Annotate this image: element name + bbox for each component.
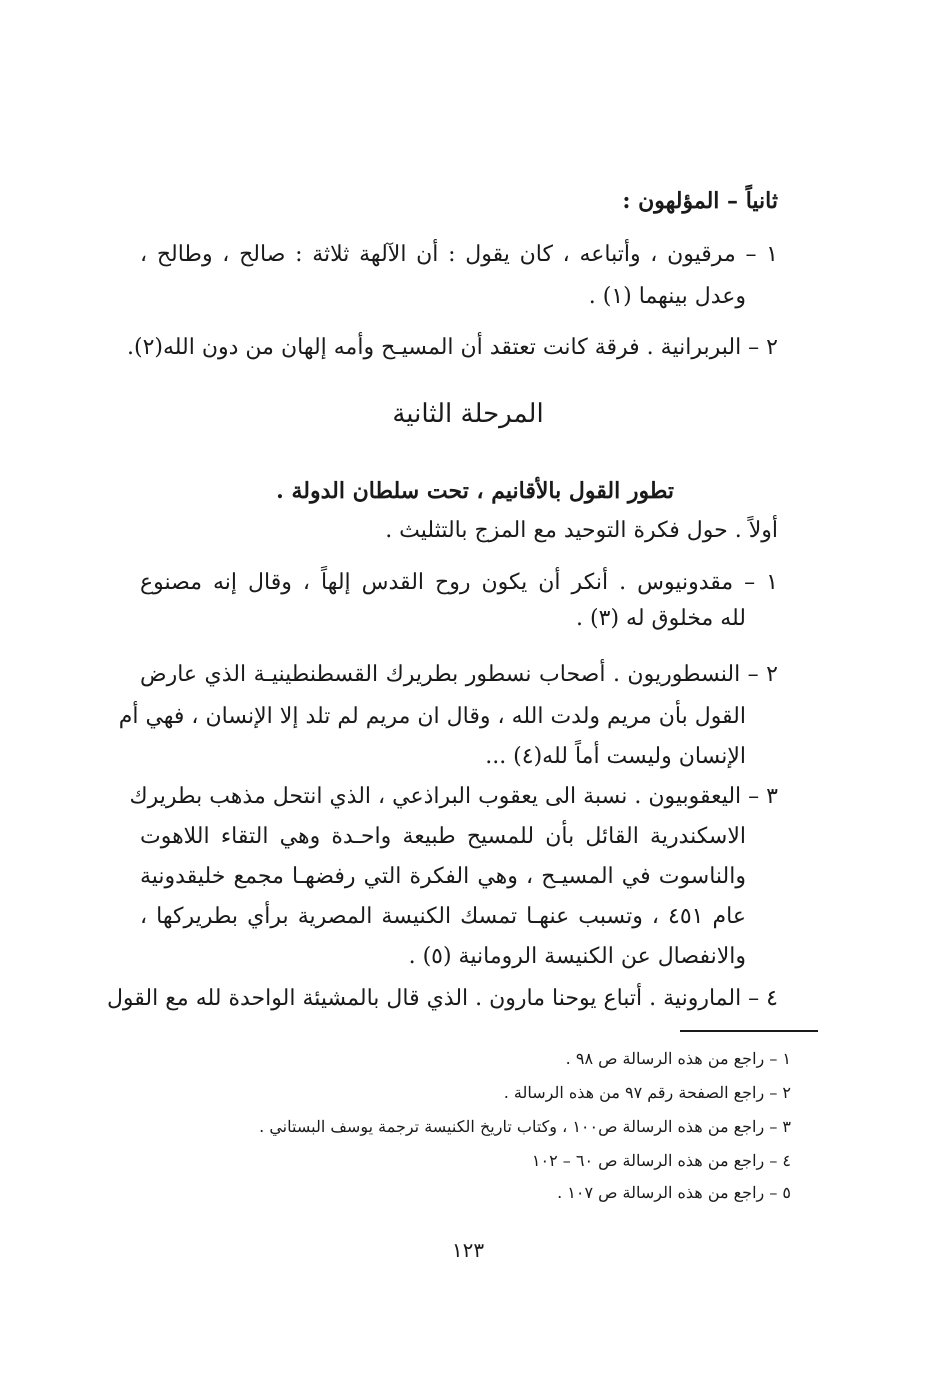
list-item-line: عام ٤٥١ ، وتسبب عنهـا تمسك الكنيسة المصرية برأي بطريركها ، [140,904,746,929]
footnote: ١ – راجع من هذه الرسالة ص ٩٨ . [565,1049,791,1068]
list-item-line: وعدل بينهما (١) . [588,284,746,309]
list-item-line: ١ – مقدونيوس . أنكر أن يكون روح القدس إلهاً ، وقال إنه مصنوع [140,570,778,595]
list-item-line: ٣ – اليعقوبيون . نسبة الى يعقوب البراذعي ، الذي انتحل مذهب بطريرك [129,784,778,809]
footnote: ٥ – راجع من هذه الرسالة ص ١٠٧ . [557,1183,791,1202]
list-item-line: ١ – مرقيون ، وأتباعه ، كان يقول : أن الآلهة ثلاثة : صالح ، وطالح ، [140,242,778,267]
page-number: ١٢٣ [451,1238,485,1262]
footnote: ٤ – راجع من هذه الرسالة ص ٦٠ – ١٠٢ [531,1151,791,1170]
section-heading: ثانياً – المؤلهون : [622,188,778,214]
footnote: ٣ – راجع من هذه الرسالة ص١٠٠ ، وكتاب تاريخ الكنيسة ترجمة يوسف البستاني . [259,1117,791,1136]
list-item-line: لله مخلوق له (٣) . [576,606,746,631]
footnote: ٢ – راجع الصفحة رقم ٩٧ من هذه الرسالة . [503,1083,791,1102]
footnote-divider [680,1030,818,1032]
sub-heading: أولاً . حول فكرة التوحيد مع المزج بالتثليث . [385,518,778,543]
section-subtitle: تطور القول بالأقانيم ، تحت سلطان الدولة . [276,478,674,504]
list-item-line: والناسوت في المسيـح ، وهي الفكرة التي رفضهـا مجمع خليقدونية [140,864,746,889]
list-item-line: والانفصال عن الكنيسة الرومانية (٥) . [408,944,746,969]
list-item-line: الاسكندرية القائل بأن للمسيح طبيعة واحـدة وهي التقاء اللاهوت [140,824,746,849]
list-item-line: القول بأن مريم ولدت الله ، وقال ان مريم لم تلد إلا الإنسان ، فهي أم [118,704,746,729]
stage-title: المرحلة الثانية [392,399,544,429]
list-item-line: الإنسان وليست أماً لله(٤) ... [485,744,746,769]
list-item-line: ٢ – النسطوريون . أصحاب نسطور بطريرك القسطنطينيـة الذي عارض [140,662,778,687]
list-item-line: ٢ – البربرانية . فرقة كانت تعتقد أن المسيـح وأمه إلهان من دون الله(٢). [126,335,778,360]
list-item-line: ٤ – المارونية . أتباع يوحنا مارون . الذي قال بالمشيئة الواحدة لله مع القول [106,986,778,1011]
